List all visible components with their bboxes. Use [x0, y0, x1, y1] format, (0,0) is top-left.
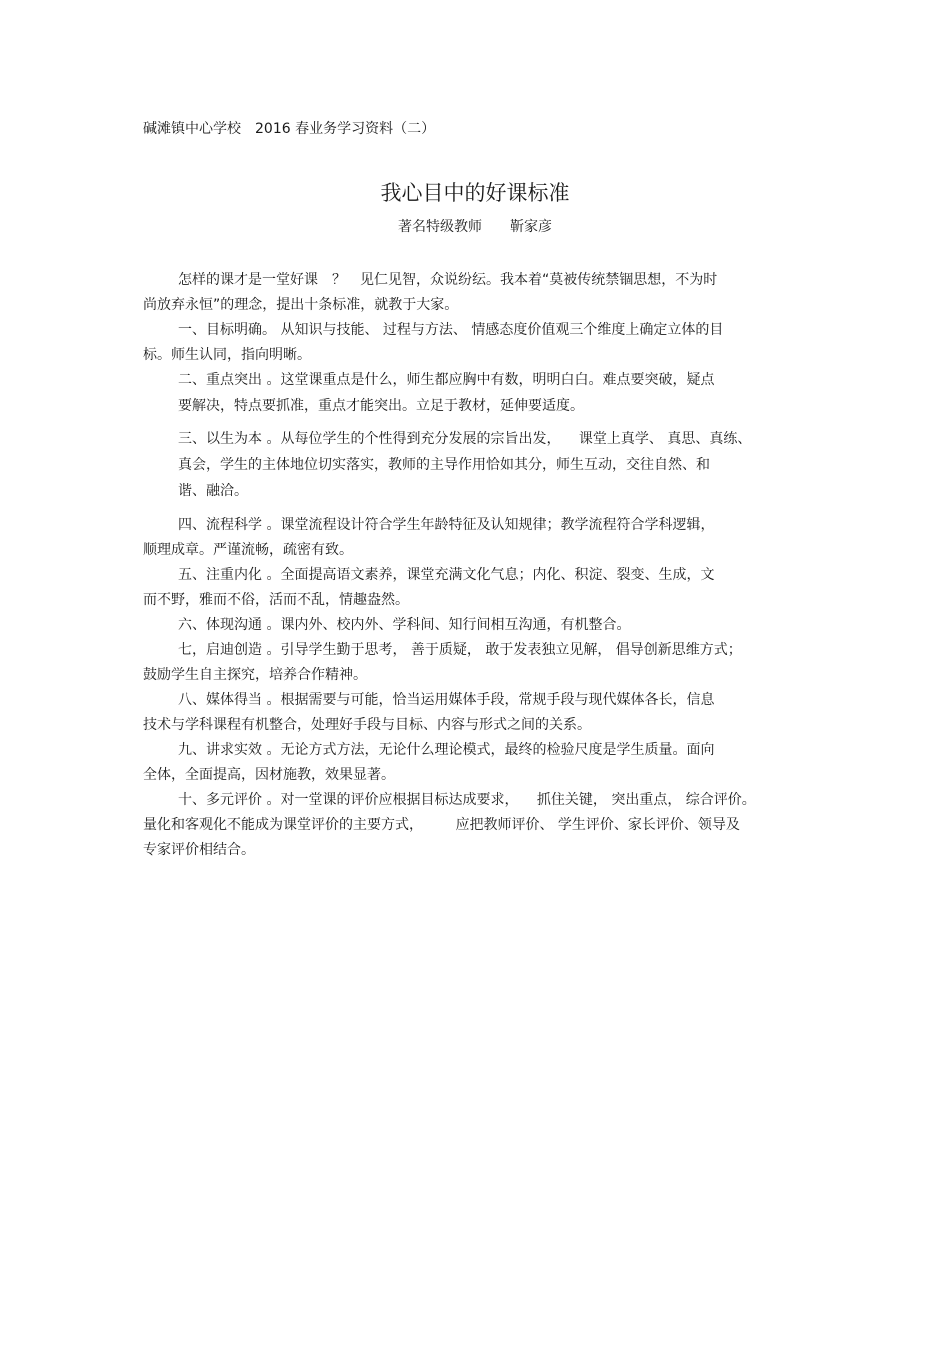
body-line: 鼓励学生自主探究，培养合作精神。: [143, 667, 367, 683]
body-line: 尚放弃永恒”的理念，提出十条标准，就教于大家。: [143, 297, 459, 313]
body-line: 而不野，雅而不俗，活而不乱，情趣盎然。: [143, 592, 409, 608]
body-line: 谐、融洽。: [178, 483, 248, 499]
body-line: 三、以生为本 。从每位学生的个性得到充分发展的宗旨出发， 课堂上真学、 真思、真练、: [178, 431, 752, 447]
body-line: 要解决，特点要抓准，重点才能突出。立足于教材，延伸要适度。: [178, 398, 584, 414]
body-line: 真会，学生的主体地位切实落实，教师的主导作用恰如其分，师生互动，交往自然、和: [178, 457, 710, 473]
body-line: 一、目标明确。 从知识与技能、 过程与方法、 情感态度价值观三个维度上确定立体的目: [178, 322, 724, 338]
body-line: 怎样的课才是一堂好课 ？ 见仁见智，众说纷纭。我本着“莫被传统禁锢思想，不为时: [178, 272, 718, 288]
body-line: 全体，全面提高，因材施教，效果显著。: [143, 767, 395, 783]
body-line: 顺理成章。严谨流畅，疏密有致。: [143, 542, 353, 558]
body-line: 六、体现沟通 。课内外、校内外、学科间、知行间相互沟通，有机整合。: [178, 617, 631, 633]
body-line: 二、重点突出 。这堂课重点是什么，师生都应胸中有数，明明白白。难点要突破，疑点: [178, 372, 715, 388]
body-line: 技术与学科课程有机整合，处理好手段与目标、内容与形式之间的关系。: [143, 717, 591, 733]
body-line: 专家评价相结合。: [143, 842, 255, 858]
document-header: 碱滩镇中心学校 2016 春业务学习资料（二）: [143, 121, 436, 137]
body-line: 九、讲求实效 。无论方式方法，无论什么理论模式，最终的检验尺度是学生质量。面向: [178, 742, 715, 758]
body-line: 五、注重内化 。全面提高语文素养，课堂充满文化气息；内化、积淀、裂变、生成，文: [178, 567, 715, 583]
body-line: 七，启迪创造 。引导学生勤于思考， 善于质疑， 敢于发表独立见解， 倡导创新思维方式；: [178, 642, 742, 658]
body-line: 四、流程科学 。课堂流程设计符合学生年龄特征及认知规律；教学流程符合学科逻辑，: [178, 517, 715, 533]
body-line: 量化和客观化不能成为课堂评价的主要方式， 应把教师评价、 学生评价、家长评价、领导及: [143, 817, 740, 833]
body-line: 八、媒体得当 。根据需要与可能，恰当运用媒体手段，常规手段与现代媒体各长，信息: [178, 692, 715, 708]
body-line: 标。师生认同，指向明晰。: [143, 347, 311, 363]
body-line: 十、多元评价 。对一堂课的评价应根据目标达成要求， 抓住关键， 突出重点， 综合评价。: [178, 792, 756, 808]
document-title: 我心目中的好课标准: [380, 181, 570, 205]
author-line: 著名特级教师 靳家彦: [398, 219, 552, 235]
